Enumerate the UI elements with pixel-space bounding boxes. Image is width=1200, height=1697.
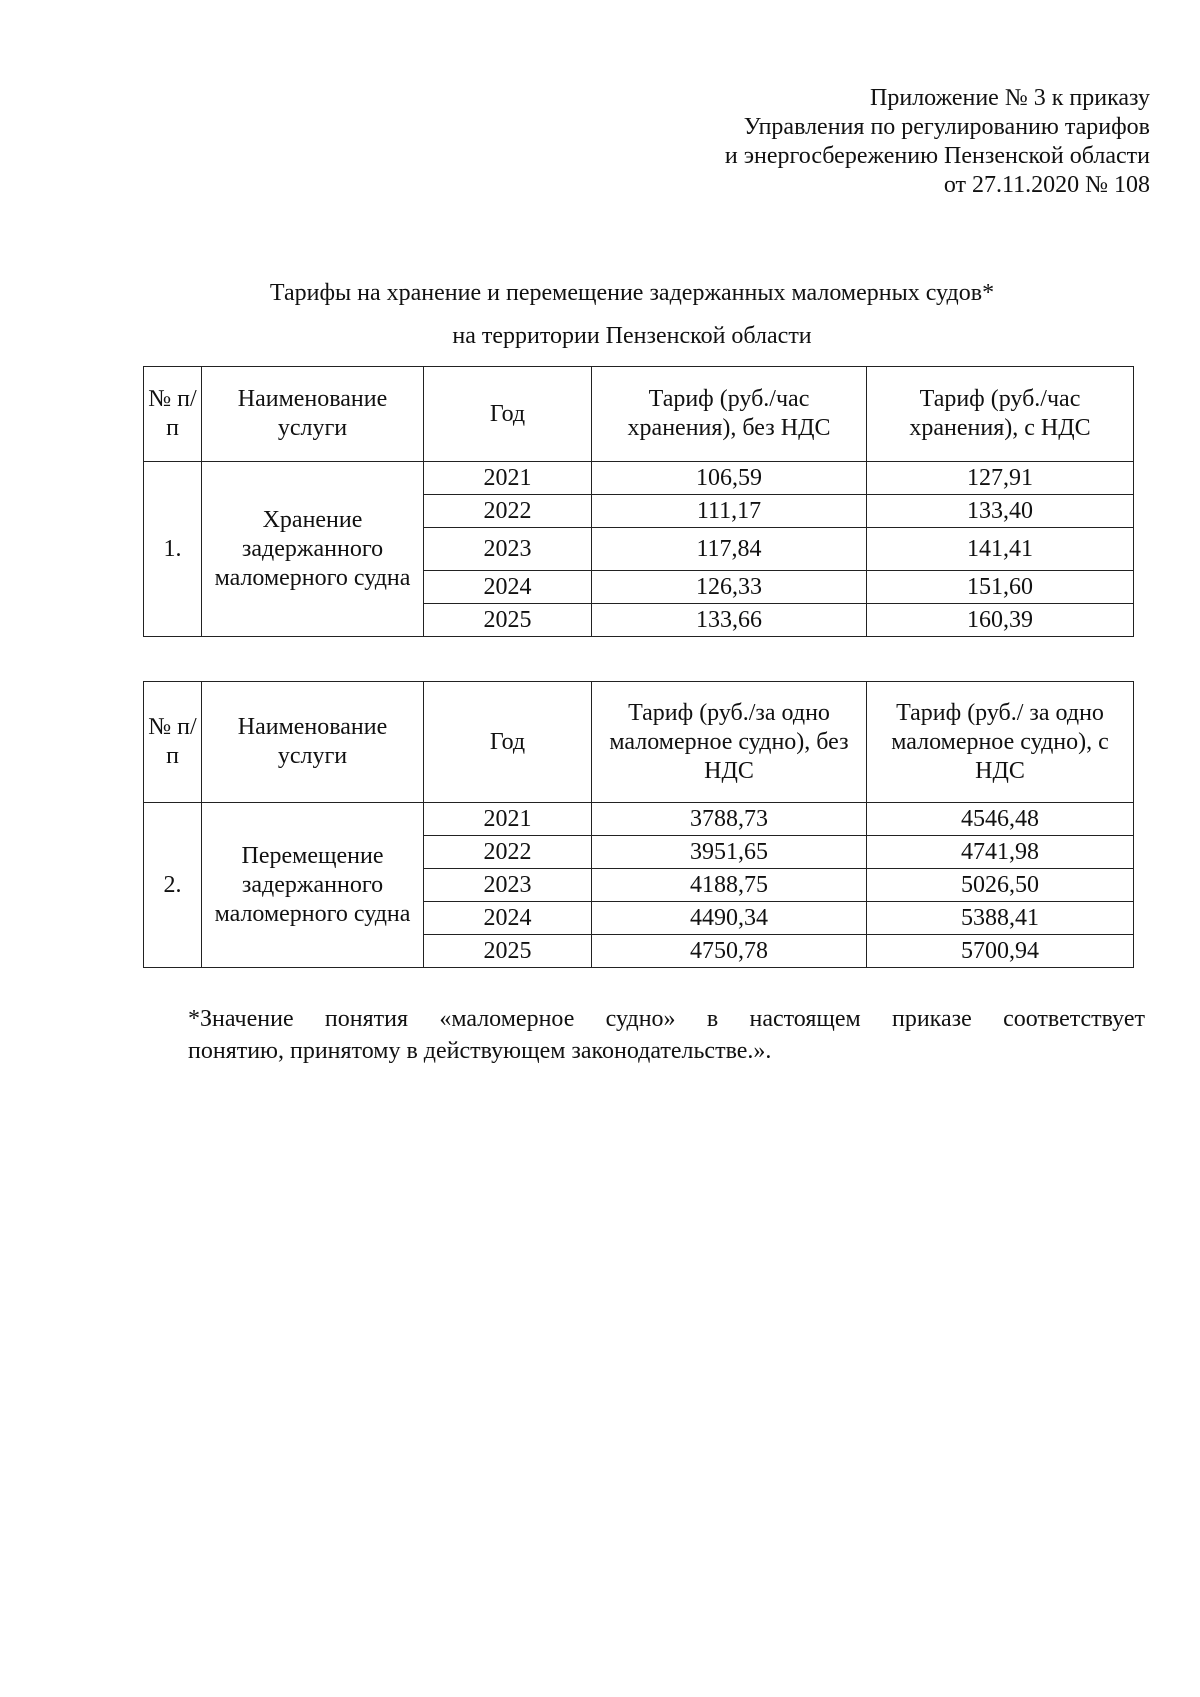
- footnote-line: *Значение понятия «маломерное судно» в настоящем приказе соответствует: [188, 1006, 1145, 1032]
- header-num: № п/п: [144, 682, 202, 803]
- tariff-no-vat-cell: 126,33: [592, 571, 867, 604]
- year-cell: 2021: [424, 803, 592, 836]
- tariff-vat-cell: 133,40: [867, 495, 1134, 528]
- year-cell: 2025: [424, 935, 592, 968]
- service-name: Перемещение задержанного маломерного судна: [202, 803, 424, 968]
- tariff-vat-cell: 5026,50: [867, 869, 1134, 902]
- appendix-line: и энергосбережению Пензенской области: [724, 143, 1150, 169]
- tariff-vat-cell: 151,60: [867, 571, 1134, 604]
- header-year: Год: [424, 367, 592, 462]
- year-cell: 2023: [424, 869, 592, 902]
- year-cell: 2024: [424, 902, 592, 935]
- appendix-date-line: от 27.11.2020 № 108: [943, 172, 1150, 198]
- year-cell: 2025: [424, 604, 592, 637]
- year-cell: 2023: [424, 528, 592, 571]
- tariff-no-vat-cell: 4490,34: [592, 902, 867, 935]
- document-subtitle: на территории Пензенской области: [452, 323, 812, 349]
- relocation-tariff-table: [143, 681, 1134, 968]
- appendix-header: [725, 84, 1150, 200]
- tariff-vat-cell: 5700,94: [867, 935, 1134, 968]
- table-row: [144, 462, 1134, 495]
- header-tariff-no-vat: Тариф (руб./час хранения), без НДС: [592, 367, 867, 462]
- tariff-vat-cell: 4741,98: [867, 836, 1134, 869]
- header-service: Наименование услуги: [202, 367, 424, 462]
- tariff-no-vat-cell: 117,84: [592, 528, 867, 571]
- year-cell: 2022: [424, 495, 592, 528]
- tariff-no-vat-cell: 3788,73: [592, 803, 867, 836]
- table-header-row: [144, 682, 1134, 803]
- document-title: Тарифы на хранение и перемещение задержанных маломерных судов*: [269, 280, 995, 306]
- tariff-vat-cell: 160,39: [867, 604, 1134, 637]
- year-cell: 2021: [424, 462, 592, 495]
- tariff-vat-cell: 141,41: [867, 528, 1134, 571]
- tariff-vat-cell: 5388,41: [867, 902, 1134, 935]
- year-cell: 2022: [424, 836, 592, 869]
- footnote-line: понятию, принятому в действующем законодательстве.».: [188, 1038, 772, 1064]
- row-number: 2.: [144, 803, 202, 968]
- year-cell: 2024: [424, 571, 592, 604]
- appendix-line: Управления по регулированию тарифов: [743, 114, 1150, 140]
- storage-tariff-table: [143, 366, 1134, 637]
- footnote: [188, 1003, 1145, 1067]
- tariff-vat-cell: 127,91: [867, 462, 1134, 495]
- tariff-vat-cell: 4546,48: [867, 803, 1134, 836]
- table-header-row: [144, 367, 1134, 462]
- tariff-no-vat-cell: 133,66: [592, 604, 867, 637]
- appendix-line: Приложение № 3 к приказу: [870, 85, 1150, 111]
- header-year: Год: [424, 682, 592, 803]
- tariff-no-vat-cell: 4188,75: [592, 869, 867, 902]
- header-service: Наименование услуги: [202, 682, 424, 803]
- table-row: [144, 803, 1134, 836]
- header-num: № п/п: [144, 367, 202, 462]
- tariff-no-vat-cell: 111,17: [592, 495, 867, 528]
- service-name: Хранение задержанного маломерного судна: [202, 462, 424, 637]
- header-tariff-vat: Тариф (руб./ за одно маломерное судно), с НДС: [867, 682, 1134, 803]
- header-tariff-vat: Тариф (руб./час хранения), с НДС: [867, 367, 1134, 462]
- header-tariff-no-vat: Тариф (руб./за одно маломерное судно), без НДС: [592, 682, 867, 803]
- tariff-no-vat-cell: 106,59: [592, 462, 867, 495]
- tariff-no-vat-cell: 3951,65: [592, 836, 867, 869]
- tariff-no-vat-cell: 4750,78: [592, 935, 867, 968]
- row-number: 1.: [144, 462, 202, 637]
